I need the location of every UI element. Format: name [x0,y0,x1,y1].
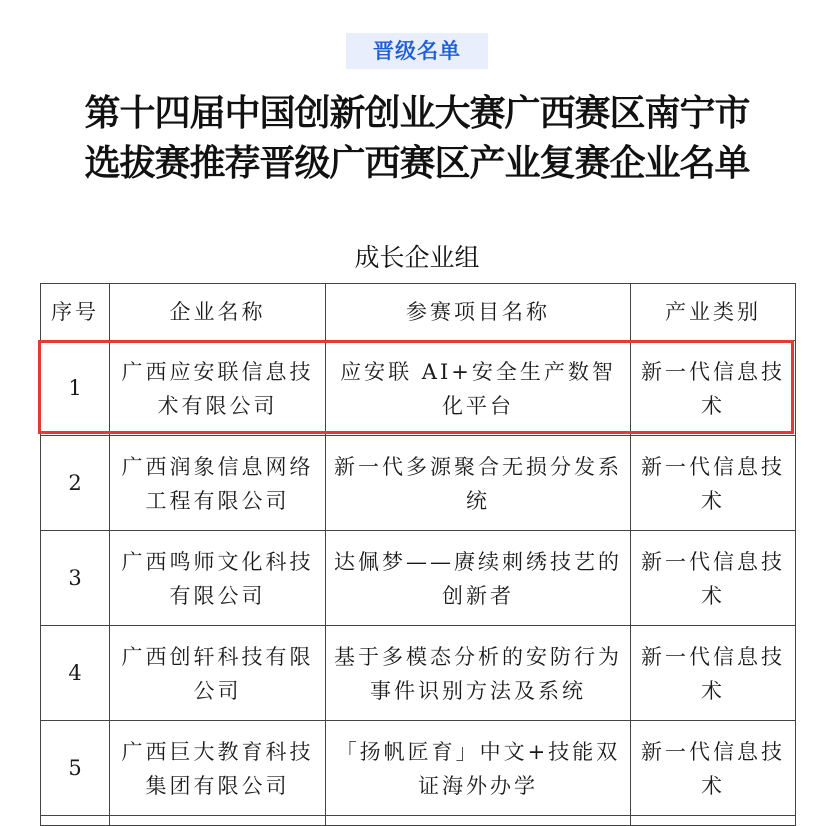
cell-number: 5 [41,721,110,816]
cell-category: 新一代信息技术 [631,626,796,721]
header-project: 参赛项目名称 [326,284,631,341]
cell-number: 2 [41,436,110,531]
table-header-row [41,284,796,341]
title-line-1: 第十四届中国创新创业大赛广西赛区南宁市 [84,92,750,134]
group-title: 成长企业组 [354,243,480,272]
title-line-2: 选拔赛推荐晋级广西赛区产业复赛企业名单 [84,142,750,184]
cell-empty [326,816,631,826]
page-title [0,88,834,188]
cell-project: 应安联 AI+安全生产数智化平台 [326,341,631,436]
cell-project: 新一代多源聚合无损分发系统 [326,436,631,531]
cell-project: 达佩梦——赓续刺绣技艺的创新者 [326,531,631,626]
header-company: 企业名称 [110,284,326,341]
table-row [41,531,796,626]
table-row [41,626,796,721]
table-row [41,341,796,436]
cell-company: 广西巨大教育科技集团有限公司 [110,721,326,816]
cell-company: 广西润象信息网络工程有限公司 [110,436,326,531]
cell-empty [110,816,326,826]
company-table [40,283,796,826]
list-badge: 晋级名单 [346,33,488,69]
cell-category: 新一代信息技术 [631,721,796,816]
table-row-partial [41,816,796,826]
cell-category: 新一代信息技术 [631,436,796,531]
cell-company: 广西创轩科技有限公司 [110,626,326,721]
table-row [41,436,796,531]
cell-project: 「扬帆匠育」中文+技能双证海外办学 [326,721,631,816]
cell-number: 1 [41,341,110,436]
cell-company: 广西应安联信息技术有限公司 [110,341,326,436]
table-row [41,721,796,816]
cell-category: 新一代信息技术 [631,531,796,626]
header-number: 序号 [41,284,110,341]
cell-empty [41,816,110,826]
header-category: 产业类别 [631,284,796,341]
cell-project: 基于多模态分析的安防行为事件识别方法及系统 [326,626,631,721]
cell-company: 广西鸣师文化科技有限公司 [110,531,326,626]
cell-number: 4 [41,626,110,721]
cell-category: 新一代信息技术 [631,341,796,436]
cell-empty [631,816,796,826]
cell-number: 3 [41,531,110,626]
